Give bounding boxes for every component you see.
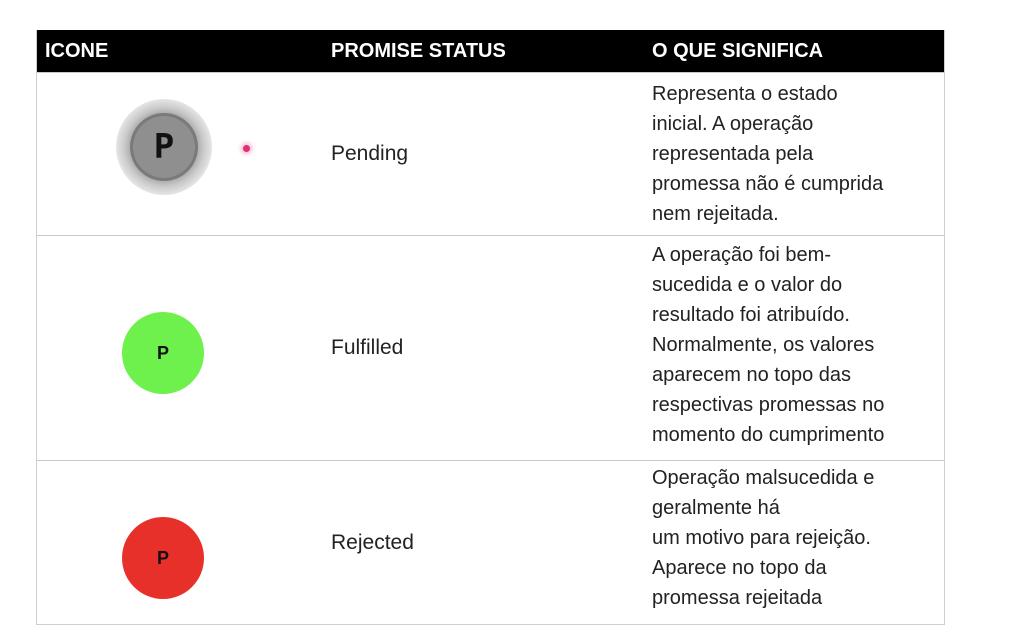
header-meaning: O QUE SIGNIFICA <box>652 39 824 62</box>
description-line: geralmente há <box>652 497 780 519</box>
table-row-pending <box>37 72 944 235</box>
promise-status-table <box>36 30 945 625</box>
description-line: Normalmente, os valores <box>652 334 875 356</box>
description-line: inicial. A operação <box>652 113 814 135</box>
description-line: Aparece no topo da <box>652 557 827 579</box>
pending-icon-letter: P <box>133 116 195 178</box>
header-icon: ICONE <box>45 39 109 62</box>
description-line: A operação foi bem- <box>652 244 831 266</box>
description-line: sucedida e o valor do <box>652 274 843 296</box>
icon-cell <box>37 461 331 624</box>
description-line: resultado foi atribuído. <box>652 304 850 326</box>
icon-cell <box>37 73 331 235</box>
description-line: Representa o estado <box>652 83 838 105</box>
table-row-rejected <box>37 460 944 624</box>
description-line: um motivo para rejeição. <box>652 527 871 549</box>
description-line: promessa não é cumprida <box>652 173 884 195</box>
description-line: Operação malsucedida e <box>652 467 875 489</box>
pending-promise-icon <box>116 99 212 195</box>
description-line: momento do cumprimento <box>652 424 885 446</box>
rejected-promise-icon: P <box>122 517 204 599</box>
description-fulfilled <box>652 236 944 460</box>
description-line: promessa rejeitada <box>652 587 823 609</box>
status-pending: Pending <box>331 142 409 165</box>
description-rejected <box>652 461 944 624</box>
header-status: PROMISE STATUS <box>331 39 506 62</box>
table-row-fulfilled <box>37 235 944 460</box>
description-line: aparecem no topo das <box>652 364 852 386</box>
status-fulfilled: Fulfilled <box>331 336 404 359</box>
cursor-pointer-icon <box>243 145 250 152</box>
status-rejected: Rejected <box>331 530 414 554</box>
description-line: respectivas promessas no <box>652 394 885 416</box>
description-pending <box>652 73 944 235</box>
icon-cell <box>37 236 331 460</box>
description-line: representada pela <box>652 143 814 165</box>
fulfilled-promise-icon: P <box>122 312 204 394</box>
description-line: nem rejeitada. <box>652 203 779 225</box>
table-header <box>37 30 944 72</box>
